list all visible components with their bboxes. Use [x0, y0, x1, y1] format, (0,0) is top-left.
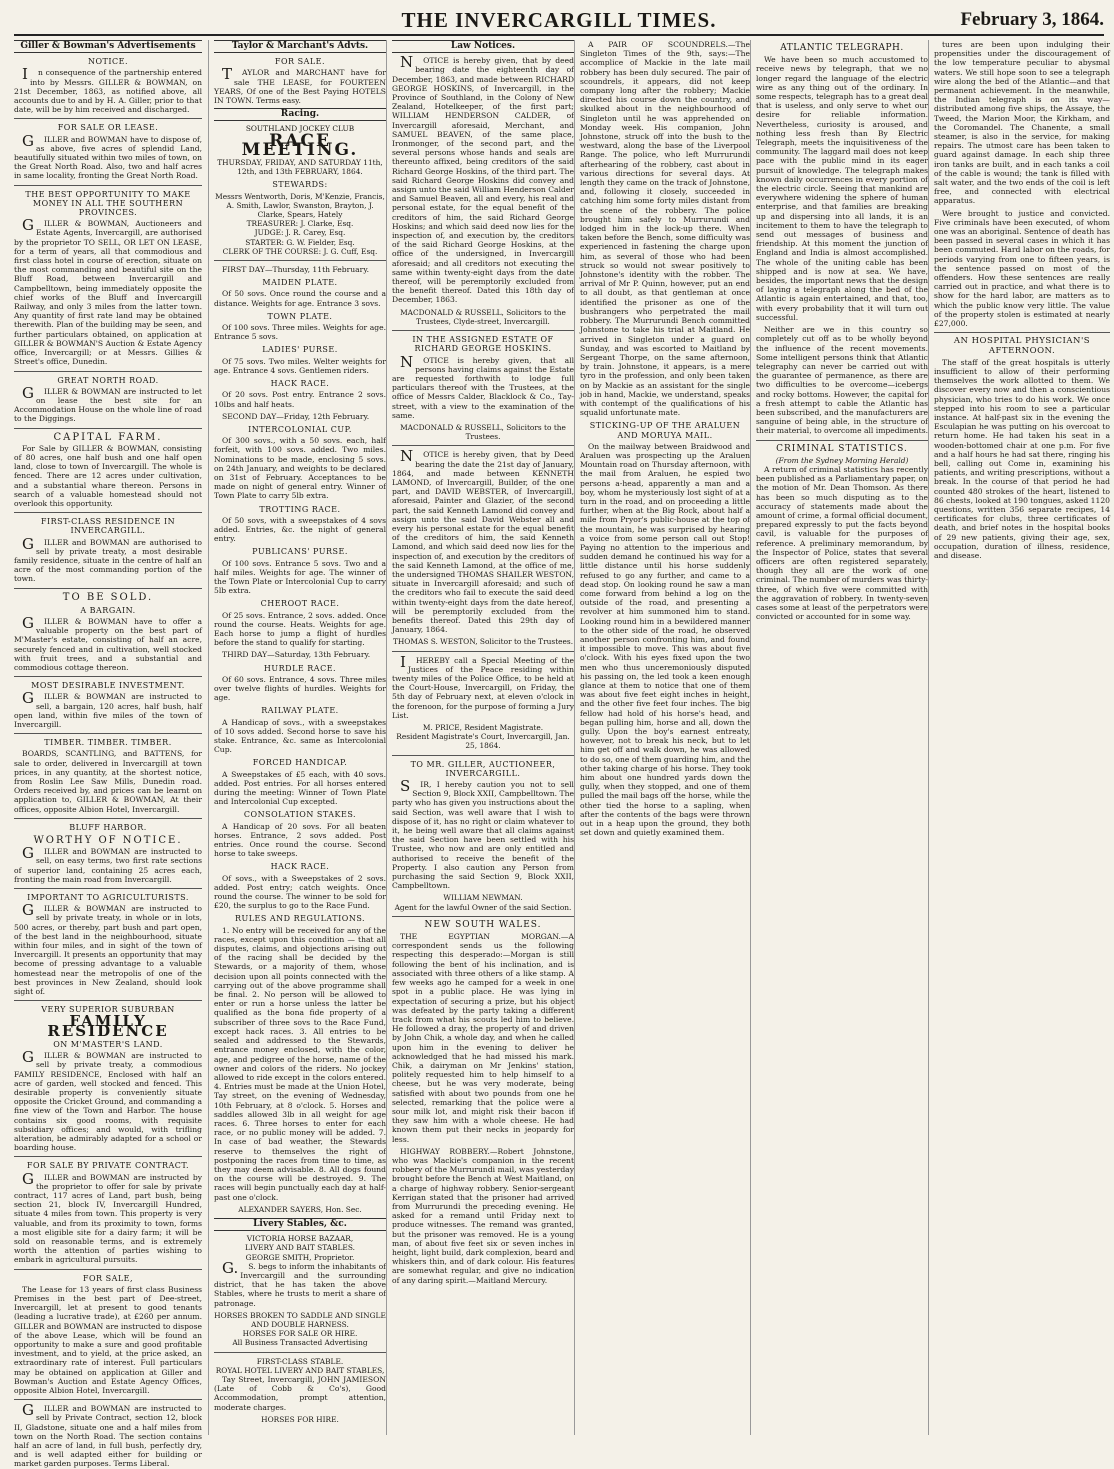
ad-body: GILLER and BOWMAN are instructed by the proprietor to offer for sale by private contract, 117 acres of Land, part bush, being section 21, block IV, Invercargill Hundred, situate 4 miles from town. This property is very valuable, and from its proximity to town, forms a most eligible site for a dairy farm; it will be sold on reasonable terms, and is extremely worth the attention of parties wishing to embark in agricultural pursuits.: [14, 1169, 202, 1265]
ad-body: GILLER & BOWMAN have to offer a valuable property on the best part of M'Master's estate, consisting of half an acre, securely fenced and in cultivation, well stocked with fruit trees, and a substantial and commodious cottage thereon.: [14, 613, 202, 672]
ad-line: HORSES BROKEN TO SADDLE AND SINGLE AND DOUBLE HARNESS.: [214, 1310, 386, 1329]
ad-subtitle: WORTHY OF NOTICE.: [33, 835, 183, 847]
ad-body: Tay Street, Invercargill, JOHN JAMIESON (Late of Cobb & Co's), Good Accommodation, prompt attention, moderate charges.: [214, 1375, 386, 1412]
race-title: PUBLICANS' PURSE.: [252, 547, 348, 557]
race-body: Of 50 sovs, with a sweepstakes of 4 sovs added. Entries, &c. the night of general entry.: [214, 515, 386, 544]
ad-line: All Business Transacted Advertising: [232, 1338, 368, 1348]
article-body: Neither are we in this country so completely cut off as to be wholly beyond the influence of the recent movements. Some intelligent persons think that Atlantic telegraphy can never be carried out with the guarantee of permanence, as there are two difficulties to be overcome—icebergs and rocky bottoms. However, the capital for a fresh attempt to cable the Atlantic has been subscribed, and the manufacturers are sanguine of being able, in the structure of their material, to overcome all impediments.: [756, 325, 929, 436]
ad-title: FOR SALE.: [274, 57, 326, 67]
ad-title: BLUFF HARBOR.: [69, 822, 147, 832]
ad-title: FOR SALE OR LEASE.: [57, 123, 159, 133]
ad-body: G.S. begs to inform the inhabitants of Invercargill and the surrounding district, that he has taken the above Stables, where he trusts to merit a share of patronage.: [214, 1258, 386, 1308]
ad-line: HORSES FOR SALE OR HIRE.: [242, 1329, 358, 1339]
race-title: RAILWAY PLATE.: [261, 706, 339, 716]
ad-title: TIMBER. TIMBER. TIMBER.: [44, 738, 172, 748]
ad-body: In consequence of the partnership entered into by Messrs. GILLER & BOWMAN, on 21st December, 1863, as notified above, all accounts due to and by H. A. Giller, prior to that date, will be by him received and discharged.: [14, 65, 202, 115]
column-news: [574, 40, 750, 1435]
column-heading: Taylor & Marchant's Advts.: [214, 40, 386, 53]
race-body: A Sweepstakes of £5 each, with 40 sovs. added. Post entries. For all horses entered during the meeting: Winner of Town Plate and Intercolonial Cup excepted.: [214, 769, 386, 807]
race-body: Of 50 sovs. Once round the course and a distance. Weights for age. Entrance 3 sovs.: [214, 289, 386, 308]
race-title: LADIES' PURSE.: [262, 345, 338, 355]
race-title: HACK RACE.: [270, 379, 330, 389]
secretary-signature: ALEXANDER SAYERS, Hon. Sec.: [238, 1204, 362, 1214]
article-body: On the mailway between Braidwood and Araluen was prospecting up the Araluen Mountain road on Thursday afternoon, with the mail from Araluen, he espied two persons a-head, apparently a man and a boy, whom he mysteriously lost sight of at a turn in the road, and on proceeding a little further, when at the Big Rock, about half a mile from Pryor's public-house at the top of the mountain, he was surprised by hearing a voice from some person call out Stop! Paying no attention to the imperious and sudden demand he continued his way for a little distance until his horse suddenly refused to go any further, and came to a dead stop. On looking round he saw a man come forward from behind a log on the outside of the road, and presenting a revolver at him summoned him to stand. Looking round him in a bewildered manner to the other side of the road, he observed another person confronting him, and found it impossible to move. This was about five o'clock. With his eyes fixed upon the two men who thus unceremoniously disputed his passing on, the led took a keen enough glance at them to notice that one of them was about five feet eight inches in height, and the other five feet four inches. The big fellow had hold of his horse's head, and began pulling him, horse and all, down the gully. Upon the boy's earnest entreaty, however, not to break his neck, but to let him get off and walk down, he was allowed to do so, one of them guarding him, and the other taking charge of his horse. They took him about one hundred yards down the gully, when they stopped, and one of them pulled the mail bags off the horse, while the other tied the horse to a sapling, when after the contents of the bags were thrown out in a heap upon the ground, they both set down and quietly examined them.: [580, 441, 750, 838]
ad-title: GREAT NORTH ROAD.: [57, 375, 159, 385]
ad-body: GILLER & BOWMAN are instructed to sell by private treaty, in whole or in lots, 500 acres, or thereby, part bush and part open, of the best land in the neighbourhood, situate within four miles, and in sight of the town of Invercargill. It presents an opportunity that may become of pressing advantage to a valuable homestead near the metropolis of one of the best provinces in New Zealand, should look sight of.: [14, 901, 202, 997]
ad-title: ROYAL HOTEL LIVERY AND BAIT STABLES,: [215, 1365, 385, 1375]
ad-kicker: VERY SUPERIOR SUBURBAN: [41, 1005, 175, 1015]
notice-signer: WILLIAM NEWMAN.: [443, 893, 523, 903]
notice-title: TO MR. GILLER, AUCTIONEER, INVERCARGILL.: [410, 759, 556, 778]
race-body: Of 60 sovs. Entrance, 4 sovs. Three miles over twelve flights of hurdles. Weights for age.: [214, 674, 386, 703]
article-body: THE EGYPTIAN MORGAN.—A correspondent sends us the following respecting this desperado:—Morgan is still following the bent of his inclination, and is associated with three others of a like stamp. A few weeks ago he camped for a week in one spot in a public place. He was lying in expectation of securing a prize, but his object was defeated by the party taking a different track from what his scouts led him to believe. He followed a dray, the property of and driven by John Chik, a whole day, and when he called upon him in the evening to deliver he acknowledged that he had missed his mark. Chik, a dairyman on Mr Jenkins' station, politely requested him to help himself to a cheese, but he was very moderate, being satisfied with about two pounds from one he selected, remarking that the police were a sour milk lot, and might risk their bacon if they saw him with a whole cheese. He had known them put their necks in jeopardy for less.: [392, 932, 574, 1144]
race-title: MAIDEN PLATE.: [262, 278, 338, 288]
ad-title: FIRST-CLASS RESIDENCE IN INVERCARGILL.: [40, 517, 176, 536]
notice-body: IHEREBY call a Special Meeting of the Justices of the Peace residing within twenty miles of the Police Office, to be held at the Court-House, Invercargill, on Friday, the 5th day of February next, at eleven o'clock in the forenoon, for the purpose of forming a Jury List.: [392, 652, 574, 720]
notice-body: SIR, I hereby caution you not to sell Section 9, Block XXII, Campbelltown. The party who has given you instructions about the said Section, was well aware that I wish to dispose of it, has no right or claim whatever to it, he being well aware that all claims against the said Section have been settled with his Trustee, who now and are only entitled and authorised to receive the benefit of the Property. I also caution any Person from purchasing the said Section 9, Block XXII, Campbelltown.: [392, 777, 574, 891]
race-dates: THURSDAY, FRIDAY, AND SATURDAY 11th, 12th, and 13th FEBRUARY, 1864.: [217, 158, 383, 177]
ad-subtitle: A BARGAIN.: [80, 605, 136, 615]
column-heading: Giller & Bowman's Advertisements: [14, 40, 202, 53]
notice-body: NOTICE is hereby given, that by deed bearing date the eighteenth day of December, 1863, and made between RICHARD GEORGE HOSKINS, of Invercargill, in the Province of Southland, in the Colony of New Zealand, Hotelkeeper, of the first part; WILLIAM HENDERSON CALDER, of Invercargill aforesaid, Merchant, and SAMUEL BEAVEN, of the same place, Ironmonger, of the second part, and the several persons whose hands and seals are thereunto affixed, being creditors of the said Richard George Hoskins, of the third part. The said Richard George Hoskins did convey and assign unto the said William Henderson Calder and Samuel Beaven, all and every, his real and personal estate, for the equal benefit of the creditors of him, the said Richard George Hoskins; and which said deed now lies for the inspection of, and execution by, the creditors of the said Richard George Hoskins, at the office of the undersigned, in Invercargill aforesaid; and all creditors not executing the same within twenty-eight days from the date thereof, will be peremptorily excluded from the benefit thereof. Dated this 18th day of December, 1863.: [392, 53, 574, 305]
ad-title: IMPORTANT TO AGRICULTURISTS.: [27, 893, 189, 903]
judge: JUDGE: J. R. Carey, Esq.: [254, 228, 346, 238]
ad-line: HORSES FOR HIRE.: [261, 1414, 339, 1424]
rules-title: RULES AND REGULATIONS.: [234, 914, 366, 924]
notice-body: NOTICE is hereby given, that by Deed bearing the date the 21st day of January, 1864, and made between KENNETH LAMOND, of Invercargill, Builder, of the one part, and DAVID WEBSTER, of Invercargill, aforesaid, Painter and Glazier, of the second part, the said Kenneth Lamond did convey and assign unto the said David Webster all and every his personal estate for the equal benefit of the creditors of him, the said Kenneth Lamond, and which said deed now lies for the inspection of, and execution by the creditors of the said Kenneth Lamond, at the office of me, the undersigned THOMAS SHAILER WESTON, situate in Invercargill aforesaid; and such of the creditors who fail to execute the said deed within twenty-eight days from the date hereof, will be peremptorily excluded from the benefits thereof. Dated this 29th day of January, 1864.: [392, 447, 574, 635]
ad-title: FOR SALE BY PRIVATE CONTRACT.: [26, 1161, 190, 1171]
ad-title: FOR SALE,: [82, 1273, 134, 1283]
race-title: TOWN PLATE.: [267, 311, 333, 321]
column-law-notices: [386, 40, 574, 1435]
notice-body: NOTICE is hereby given, that all persons having claims against the Estate are requested forthwith to lodge full particulars thereof with the Trustees, at the office of Messrs Calder, Blacklock & Co., Tay-street, with a view to the examination of the same.: [392, 352, 574, 420]
ad-body: TAYLOR and MARCHANT have for sale THE LEASE, for FOURTEEN YEARS, Of one of the Best Paying HOTELS IN TOWN. Terms easy.: [214, 65, 386, 106]
ad-title: MOST DESIRABLE INVESTMENT.: [31, 681, 185, 691]
ad-title: TO BE SOLD.: [62, 591, 154, 603]
starter: STARTER: G. W. Fielder, Esq.: [245, 237, 355, 247]
article-body: tures are been upon indulging their propensities under the discouragement of the low temperature peculiar to abysmal waters. We still hope soon to see a telegraph wire along the bed of the Atlantic—and that permanent achievement. In the meanwhile, the Indian telegraph is on its way—distributed among five ships, the Assaye, the Tweed, the Marion Moor, the Kirkham, and the Coromandel. The Chanente, a small steamer, is also in the service, for making repairs. The utmost care has been taken to guard against damage. In each ship three iron tanks are built, and in each tanks a coil of the cable is wound; the tank is filled with salt water, and the two ends of the coil is left free, and connected with electrical apparatus.: [934, 40, 1110, 206]
ad-body: GILLER and BOWMAN are authorised to sell by private treaty, a most desirable family residence, situate in the centre of half an acre of the most commanding portion of the town.: [14, 534, 202, 584]
club-name: SOUTHLAND JOCKEY CLUB: [245, 124, 355, 134]
race-title: TROTTING RACE.: [259, 504, 341, 514]
notice-signer: M. PRICE, Resident Magistrate.: [422, 723, 544, 733]
notice-signer: THOMAS S. WESTON, Solicitor to the Trustees.: [392, 637, 574, 647]
article-title: ATLANTIC TELEGRAPH.: [780, 43, 904, 53]
article-title: AN HOSPITAL PHYSICIAN'S AFTERNOON.: [953, 336, 1091, 356]
ad-subtitle: LIVERY AND BAIT STABLES.: [245, 1243, 355, 1253]
column-heading: Law Notices.: [392, 40, 574, 53]
ad-body: GILLER and BOWMAN are instructed to sell by Private Contract, section 12, block II, Gladstone, situate one and a half miles from town on the North Road. The section contains half an acre of land, in full bush, perfectly dry, and is well adapted either for building or market garden purposes. Terms Liberal.: [14, 1401, 202, 1469]
ad-title: VICTORIA HORSE BAZAAR,: [246, 1234, 354, 1244]
race-body: Of 75 sovs. Two miles. Welter weights for age. Entrance 4 sovs. Gentlemen riders.: [214, 356, 386, 375]
newspaper-title: THE INVERCARGILL TIMES.: [401, 8, 717, 32]
masthead: [14, 8, 1104, 36]
ad-title: NOTICE.: [87, 57, 129, 67]
race-body: Of sovs., with a Sweepstakes of 2 sovs. added. Post entry; catch weights. Once round the course. The winner to be sold for £20, the surplus to go to the Race Fund.: [214, 873, 386, 911]
ad-body: GILLER & BOWMAN are instructed to sell by private treaty, a commodious FAMILY RESIDENCE, Enclosed with half an acre of garden, well stocked and fenced. This desirable property is conveniently situate opposite the Cricket Ground, and commanding a fine view of the Town and Harbor. The house contains six good rooms, with requisite subsidiary offices; and would, with trifling alteration, be admirably adapted for a school or boarding house.: [14, 1048, 202, 1153]
article-body: We have been so much accustomed to receive news by telegraph, that we no longer regard the language of the electric wire as any thing out of the ordinary. In some respects, telegraph has to a great deal that is useless, and only serve to whet our desire for reliable information. Nevertheless, curiosity is aroused, and nothing less fresh than By Electric Telegraph, meets the inquisitiveness of the community. The laggard mail does not keep pace with the public mind in its eager pursuit of knowledge. The telegraph makes known daily occurrences in every portion of the electric circle. Seeing that mankind are everywhere widening the sphere of human enterprise, and that families are breaking up and dispersing into all lands, it is an incitement to them to have the telegraph to send out messages of business and friendship. At this moment the junction of England and India is almost accomplished. The whole of the uniting cable has been shipped and is now at sea. We have, besides, the important news that the design of laying a telegraph along the bed of the Atlantic is again entertained, and that, too, with every probability that it will turn out successful.: [756, 55, 928, 322]
race-day: THIRD DAY—Saturday, 13th February.: [222, 650, 371, 660]
article-body: A PAIR OF SCOUNDRELS.—The Singleton Times of the 9th, says:—The accomplice of Mackie in the late mail robbery has been duly secured. The pair of scoundrels, it appears, did not keep company long after the robbery; Mackie directed his course down the country, and skulked about in the neighbourhood of Singleton until he was apprehended on Monday week. His companion, John Johnstone, struck off into the bush to the westward, along the base of the Liverpool Range. The police, who left Murrurundi afterhearing of the robbery, cast about in various directions for several days. At length they came on the track of Johnstone, and, following it closely, succeeded in catching him some forty miles distant from the scene of the robbery. The police brought him safely to Murrurundi and lodged him in the lock-up there. When taken before the Bench, some difficulty was experienced in fastening the charge upon him, as several of those who had been struck so would not swear positively to Johnstone's identity with the robber. The arrival of Mr P. Quinn, however, put an end to all doubt, as that gentleman at once identified the prisoner as one of the bushrangers who perpetrated the mail robbery. The Murrurundi Bench committed Johnstone to take his trial at Maitland. He arrived in Singleton under a guard on Sunday, and was escorted to Maitland by Sergeant Thorpe, on the same afternoon, by train. Johnstone, it appears, is a mere tyro in the profession, and only been taken on by Mackie as an assistant for the single job in hand, Mackie, we understand, speaks with contempt of the qualifications of his squalid unfortunate mate.: [580, 40, 750, 418]
rules-body: 1. No entry will be received for any of the races, except upon this condition — that all disputes, claims, and objections arising out of the racing shall be decided by the Stewards, or a majority of them, whose decision upon all points connected with the carrying out of the above programme shall be final. 2. No person will be allowed to enter or run a horse unless the latter be qualified as the bona fide property of a subscriber of three sovs to the Race Fund, except hack races. 3. All entries to be sealed and addressed to the Stewards, entrance money enclosed, with the color, age, and pedigree of the horse, name of the owner and colors of the riders. No jockey allowed to ride except in the colors entered. 4. Entries must be made at the Union Hotel, Tay street, on the evening of Wednesday, 10th February, at 8 o'clock. 5. Horses and saddles allowed 3lb in all weight for age races. 6. Three horses to enter for each race, or no public money will be added. 7. In case of bad weather, the Stewards reserve to themselves the right of postponing the races from time to time, as they may deem advisable. 8. All dogs found on the course will be destroyed. 9. The races will begin punctually each day at half-past one o'clock.: [214, 925, 386, 1202]
ad-body: The Lease for 13 years of first class Business Premises in the best part of Dee-street, Invercargill, let at present to good tenants (leading a lucrative trade), at £260 per annum. GILLER and BOWMAN are instructed to dispose of the above Lease, which will be found an opportunity to make a sure and good profitable investment, and to yield, at the price asked, an extraordinary rate of interest. Full particulars may be obtained on application at Giller and Bowman's Auction and Estate Agency Offices, opposite Albion Hotel, Invercargill.: [14, 1284, 202, 1395]
ad-subtitle: ON M'MASTER'S LAND.: [53, 1039, 163, 1049]
notice-signer: MACDONALD & RUSSELL, Solicitors to the Trustees, Clyde-street, Invercargill.: [400, 307, 566, 326]
article-title: CRIMINAL STATISTICS.: [776, 443, 908, 454]
article-title: STICKING-UP OF THE ARALUEN AND MORUYA MAIL.: [589, 421, 741, 440]
ad-title: FAMILY RESIDENCE: [47, 1012, 169, 1040]
ad-body: GILLER & BOWMAN are instructed to sell, a bargain, 120 acres, half bush, half open land, within five miles of the town of Invercargill.: [14, 689, 202, 729]
race-title: HACK RACE.: [270, 862, 330, 872]
article-body: Were brought to justice and convicted. Five criminals have been executed, of whom one was an aboriginal. Sentence of death has been passed in several cases in which it has been commuted. Hard labor on the roads, for periods varying from one to fifteen years, is the sentence passed on most of the offenders. How these sentences are really carried out in practice, and what there is to show for the hard labor, are matters as to which the public know very little. The value of the property stolen is estimated at nearly £27,000.: [934, 208, 1110, 329]
ad-title: CAPITAL FARM.: [53, 431, 163, 443]
column-atlantic-telegraph: [750, 40, 928, 1435]
article-body: The staff of the great hospitals is utterly insufficient to allow of their performing themselves the work allotted to them. We discover every now and then a conscientious physician, who tries to do his work. We once stepped into his room to see a particular instance. At half-past six in the evening the Esculapian he was putting on his overcoat to return home. He had taken his seat in a wooden-bottomed chair at one p.m. For five and a half hours he had sat there, ringing his bell, calling out Come in, examining his patients, and writing prescriptions, without a break. In the course of that period he had counted 480 strokes of the heart, listened to 86 chests, looked at 190 tongues, asked 1120 questions, written 356 separate recipes, 14 certificates for clubs, three certificates of death, and brief notes in the hospital books of 29 new patients, giving their age, sex, occupation, duration of illness, residence, and disease.: [934, 357, 1110, 560]
article-source: (From the Sydney Morning Herald): [775, 455, 909, 465]
race-body: A Handicap of 20 sovs. For all beaten horses. Entrance, 2 sovs added. Post entries. Once round the course. Second horse to take sweeps.: [214, 821, 386, 859]
ad-body: GILLER & BOWMAN, Auctioneers and Estate Agents, Invercargill, are authorised by the proprietor TO SELL, OR LET ON LEASE, for a term of years, all that commodious and first class hotel in course of erection, situate on the most commanding and beautiful site on the Bluff Road, between Invercargill and Campbelltown, being immediately opposite the chief works of the Bluff and Invercargill Railway, and only 3 miles from the latter town. Any quantity of first rate land may be obtained therewith. Plan of the building may be seen, and further particulars obtained, on application at GILLER & BOWMAN'S Auction & Estate Agency office, Invercargill; or at Messrs. Gillies & Street's office, Dunedin.: [14, 216, 202, 367]
column-taylor-marchant-racing: [208, 40, 386, 1435]
race-title: CHEROOT RACE.: [260, 599, 340, 609]
ad-body: GILLER and BOWMAN are instructed to sell, on easy terms, two first rate sections of superior land, containing 25 acres each, fronting the main road from Invercargill.: [14, 844, 202, 884]
issue-date: February 3, 1864.: [960, 9, 1104, 30]
race-body: A Handicap of sovs., with a sweepstakes of 10 sovs added. Second horse to save his stake. Entrance, &c. same as Intercolonial Cup.: [214, 717, 386, 755]
section-heading: Livery Stables, &c.: [214, 1218, 386, 1231]
ad-body: GILLER & BOWMAN are instructed to let on lease the best site for an Accommodation House on the whole line of road to the Diggings.: [14, 383, 202, 424]
ad-title: THE BEST OPPORTUNITY TO MAKE MONEY IN ALL THE SOUTHERN PROVINCES.: [25, 189, 191, 218]
race-title: INTERCOLONIAL CUP.: [248, 424, 352, 434]
article-body: A return of criminal statistics has recently been published as a Parliamentary paper, on the motion of Mr. Dean Thomson. As there has been so much disputing as to the accuracy of statements made about the amount of crime, a formal official document, prepared expressly to put the facts beyond cavil, is valuable for the purposes of reference. A preliminary memorandum, by the Inspector of Police, states that several officers are often registered separately, though they all are the work of one criminal. The number of murders was thirty-three, of which five were committed with the aggravation of robbery. In twenty-seven cases some at least of the perpetrators were convicted or accounted for in some way.: [756, 464, 928, 622]
race-body: Of 25 sovs. Entrance, 2 sovs. added. Once round the course. Heats. Weights for age. Each horse to jump a flight of hurdles before the stand to qualify for starting.: [214, 610, 386, 648]
ad-title: FIRST-CLASS STABLE.: [256, 1356, 344, 1366]
ad-body: GILLER and BOWMAN have to dispose of, as above, five acres of splendid Land, beautifully situated within two miles of town, on the Great North Road. Also, two and half acres in same locality, fronting the Great North Road.: [14, 131, 202, 181]
notice-location: Resident Magistrate's Court, Invercargill, Jan. 25, 1864.: [396, 732, 570, 751]
notice-signer-note: Agent for the lawful Owner of the said Section.: [394, 902, 572, 912]
proprietor: GEORGE SMITH, Proprietor.: [245, 1252, 355, 1262]
race-body: Of 20 sovs. Post entry. Entrance 2 sovs. 10lbs and half heats.: [214, 390, 386, 409]
ad-body: For Sale by GILLER & BOWMAN, consisting of 80 acres, one half bush and one half open land, close to town of Invercargill. The whole is fenced. There are 12 acres under cultivation, and a substantial whare thereon. Persons in search of a valuable homestead should not overlook this opportunity.: [14, 443, 202, 508]
newspaper-page: [14, 8, 1110, 1469]
race-title: CONSOLATION STAKES.: [243, 810, 357, 820]
stewards-label: STEWARDS:: [272, 180, 328, 190]
notice-signer: MACDONALD & RUSSELL, Solicitors to the Trustees.: [400, 422, 566, 442]
race-title: HURDLE RACE.: [263, 663, 337, 673]
treasurer: TREASURER: J. Clarke, Esq.: [246, 219, 354, 229]
article-body: HIGHWAY ROBBERY.—Robert Johnstone, who was Mackie's companion in the recent robbery of the Murrurundi mail, was yesterday brought before the Bench at West Maitland, on a charge of highway robbery. Senior-sergeant Kerrigan stated that the prisoner had arrived from Murrurundi the preceding evening. He asked for a remand until Friday next to produce witnesses. The remand was granted, but the prisoner was removed. He is a young man, of about five feet six or seven inches in height, light build, dark complexion, beard and whiskers thin, and of dark colour. His features are somewhat regular, and give no indication of any daring spirit.—Maitland Mercury.: [392, 1146, 574, 1285]
race-body: Of 300 sovs., with a 50 sovs. each, half forfeit, with 100 sovs. added. Two miles. Nominations to be made, enclosing 5 sovs. on 24th January, and weights to be declared on 31st of February. Acceptances to be made on night of general entry. Winner of Town Plate to carry 5lb extra.: [214, 436, 386, 501]
race-body: Of 100 sovs. Entrance 5 sovs. Two and a half miles. Weights for age. The winner of the Town Plate or Intercolonial Cup to carry 5lb extra.: [214, 558, 386, 596]
columns: [14, 40, 1110, 1469]
race-day: FIRST DAY—Thursday, 11th February.: [222, 265, 370, 275]
race-title: FORCED HANDICAP.: [252, 758, 348, 768]
race-body: Of 100 sovs. Three miles. Weights for age. Entrance 5 sovs.: [214, 323, 386, 342]
notice-title: IN THE ASSIGNED ESTATE OF RICHARD GEORGE HOSKINS.: [412, 335, 554, 354]
stewards-list: Messrs Wentworth, Doris, M'Kenzie, Francis, A. Smith, Lawlor, Swanston, Brayton, J. Clarke, Spears, Hately: [215, 191, 385, 220]
column-giller-bowman: [14, 40, 202, 1469]
article-title: NEW SOUTH WALES.: [424, 919, 542, 930]
column-continued: [928, 40, 1110, 1435]
race-day: SECOND DAY—Friday, 12th February.: [222, 411, 370, 421]
ad-body: BOARDS, SCANTLING, and BATTENS, for sale to order, delivered in Invercargill at town prices, in any quantity, at the shortest notice, from Roslin Lee Saw Mills, Dunedin road. Orders received by, and prices can be learnt on application to, GILLER & BOWMAN, At their offices, opposite Albion Hotel, Invercargill.: [14, 749, 202, 814]
clerk-of-course: CLERK OF THE COURSE: J. G. Cuff, Esq.: [222, 246, 378, 256]
section-heading: Racing.: [214, 108, 386, 121]
race-meeting-title: RACE MEETING.: [241, 130, 359, 160]
